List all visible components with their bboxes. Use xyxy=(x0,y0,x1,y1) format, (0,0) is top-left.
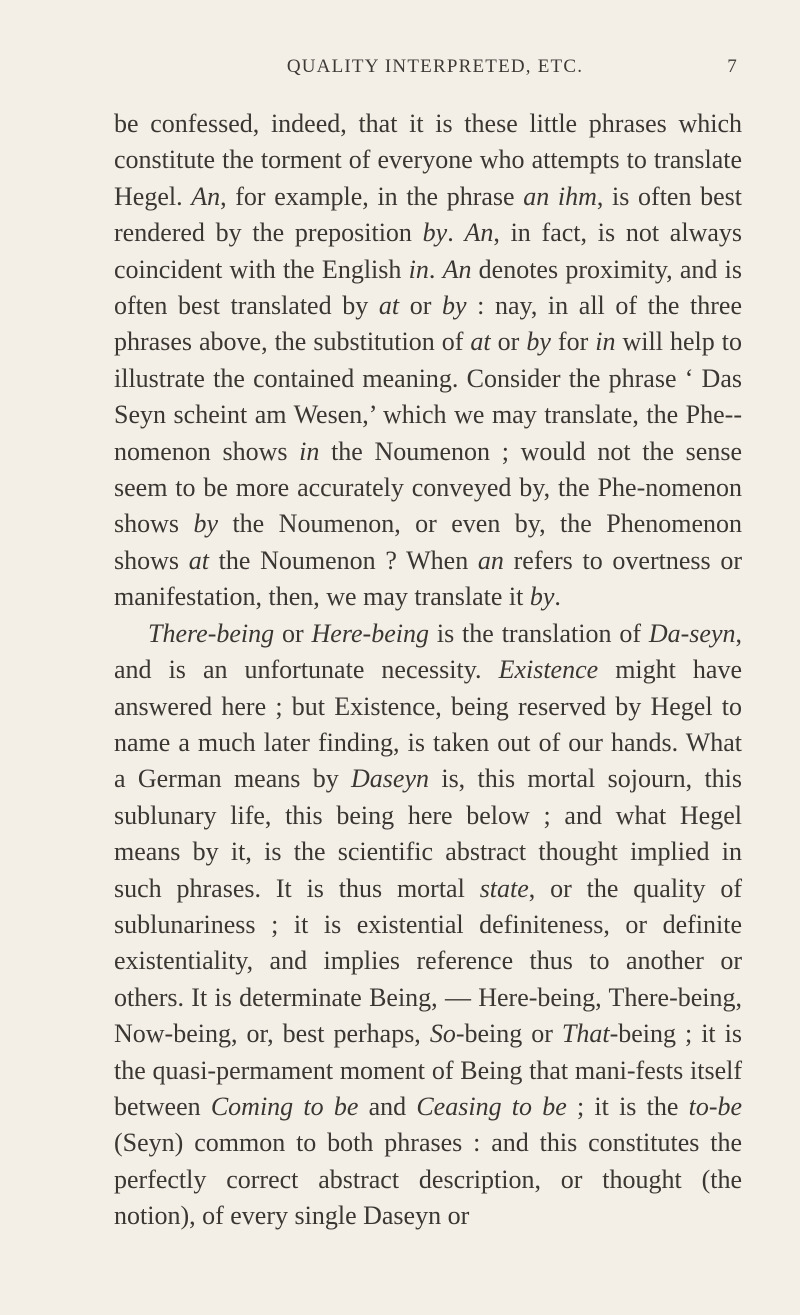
text-run: will help to illustrate the contained meaning. Consider the phrase ‘ Das Seyn scheint am Wesen,’ which we may translate, the Phe-nomenon shows xyxy=(114,327,742,466)
text-run: refers to overtness or manifestation, then, we may translate it xyxy=(114,545,742,612)
italic-run: Ceasing to be xyxy=(416,1091,567,1121)
text-run: -being ; it is the quasi-permament moment of Being that mani-fests itself between xyxy=(114,1019,742,1121)
italic-run: An xyxy=(442,254,472,284)
italic-run: There-being xyxy=(148,618,275,648)
text-run: (Seyn) common to both phrases : and this constitutes the perfectly correct abstract description, or thought (the notion), of every single Daseyn or xyxy=(114,1128,742,1231)
paragraph-1 xyxy=(114,106,742,616)
italic-run: Daseyn xyxy=(351,764,430,794)
italic-run: at xyxy=(470,327,491,357)
italic-run: in xyxy=(408,254,429,284)
text-run: might have answered here ; but Existence, being reserved by Hegel to name a much later finding, is taken out of our hands. What a German means by xyxy=(114,655,742,794)
text-run: be confessed, indeed, that it is these little phrases which constitute the torment of everyone who attempts to translate Hegel. xyxy=(114,109,742,211)
italic-run: an ihm xyxy=(523,181,597,211)
italic-run: by xyxy=(422,218,448,248)
text-run: the Noumenon, or even by, the Phenomenon shows xyxy=(114,509,742,575)
italic-run: Coming to be xyxy=(210,1091,359,1121)
text-run: . xyxy=(447,218,465,248)
text-run: , and is an unfortunate necessity. xyxy=(114,618,742,685)
text-run: . xyxy=(554,582,561,612)
running-head xyxy=(114,56,742,84)
text-run: the Noumenon ? When xyxy=(208,545,478,575)
text-run: or xyxy=(274,618,312,648)
italic-run: An xyxy=(191,181,221,211)
italic-run: to-be xyxy=(688,1091,743,1121)
text-run: , or the quality of sublunariness ; it is existential definiteness, or definite existentiality, and implies reference thus to another or others. It is determinate Being, — Here-being, There-being, Now-being, or, best perhaps, xyxy=(114,873,742,1049)
page-number: 7 xyxy=(727,56,738,77)
italic-run: So xyxy=(429,1019,456,1049)
italic-run: Here-being xyxy=(311,618,429,648)
body-text xyxy=(114,106,742,1235)
text-run: for xyxy=(550,327,596,357)
paragraph-2 xyxy=(114,616,742,1235)
running-title: QUALITY INTERPRETED, ETC. xyxy=(286,56,584,77)
italic-run: An xyxy=(464,218,494,248)
italic-run: in xyxy=(299,436,320,466)
italic-run: an xyxy=(477,545,504,575)
text-run: is, this mortal sojourn, this sublunary life, this being here below ; and what Hegel means by it, is the scientific abstract thought implied in such phrases. It is thus mortal xyxy=(114,764,743,903)
text-run: : nay, in all of the three phrases above, the substitution of xyxy=(114,291,742,357)
text-run: , is often best rendered by the preposition xyxy=(114,181,742,248)
text-run: the Noumenon ; would not the sense seem to be more accurately conveyed by, the Phe-nomenon shows xyxy=(114,436,742,539)
italic-run: by xyxy=(526,327,551,357)
italic-run: state xyxy=(479,873,529,903)
text-run: denotes proximity, and is often best translated by xyxy=(114,254,742,321)
italic-run: at xyxy=(378,291,400,321)
text-run: or xyxy=(490,327,527,357)
italic-run: That xyxy=(561,1019,610,1049)
text-run: ; it is the xyxy=(566,1091,689,1121)
text-run: , in fact, is not always coincident with the English xyxy=(114,218,743,284)
text-run: -being or xyxy=(455,1019,562,1049)
italic-run: by xyxy=(529,582,555,612)
text-run: is the translation of xyxy=(428,618,649,648)
italic-run: in xyxy=(595,327,616,357)
text-run: or xyxy=(399,291,442,321)
italic-run: at xyxy=(188,545,209,575)
text-run: , for example, in the phrase xyxy=(220,181,524,211)
text-run: . xyxy=(428,254,443,284)
text-run: and xyxy=(358,1091,417,1121)
italic-run: Existence xyxy=(498,655,599,685)
italic-run: by xyxy=(193,509,219,539)
italic-run: Da-seyn xyxy=(648,618,736,648)
italic-run: by xyxy=(441,291,467,321)
